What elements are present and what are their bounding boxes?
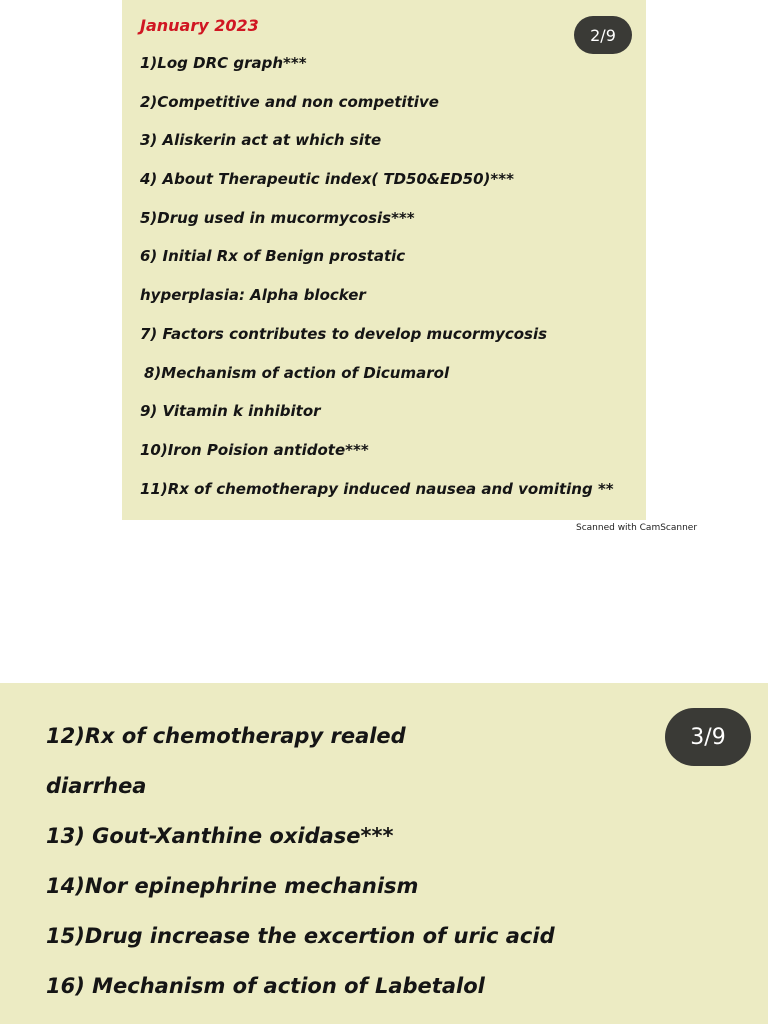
question-line: 3) Aliskerin act at which site xyxy=(140,131,382,150)
question-line: 6) Initial Rx of Benign prostatic xyxy=(140,247,406,266)
scanner-watermark: Scanned with CamScanner xyxy=(576,523,698,533)
question-line: 1)Log DRC graph*** xyxy=(140,54,307,72)
question-line: 5)Drug used in mucormycosis*** xyxy=(140,208,415,227)
question-list xyxy=(140,52,646,516)
question-line: 10)Iron Poision antidote*** xyxy=(140,440,369,459)
question-line: 7) Factors contributes to develop mucormycosis xyxy=(140,324,548,343)
question-line: 12)Rx of chemotherapy realed xyxy=(46,724,406,748)
question-line: 16) Mechanism of action of Labetalol xyxy=(46,974,485,998)
question-line: 15)Drug increase the excertion of uric acid xyxy=(46,924,555,948)
question-line: 11)Rx of chemotherapy induced nausea and vomiting ** xyxy=(140,479,614,498)
page-number-badge: 3/9 xyxy=(665,708,751,766)
question-line: 13) Gout-Xanthine oxidase*** xyxy=(46,824,394,848)
page-number-badge: 2/9 xyxy=(574,16,632,54)
question-line: 9) Vitamin k inhibitor xyxy=(140,402,321,421)
document-page-bottom xyxy=(0,683,768,1024)
question-line: 2)Competitive and non competitive xyxy=(140,92,439,111)
question-list xyxy=(46,723,768,1023)
document-page-top xyxy=(122,0,646,520)
question-line: hyperplasia: Alpha blocker xyxy=(140,286,366,305)
question-line: 8)Mechanism of action of Dicumarol xyxy=(144,363,450,382)
page-heading: January 2023 xyxy=(140,16,259,35)
question-line: 14)Nor epinephrine mechanism xyxy=(46,874,419,898)
question-line: 4) About Therapeutic index( TD50&ED50)*** xyxy=(140,170,514,189)
question-line: diarrhea xyxy=(46,774,147,798)
